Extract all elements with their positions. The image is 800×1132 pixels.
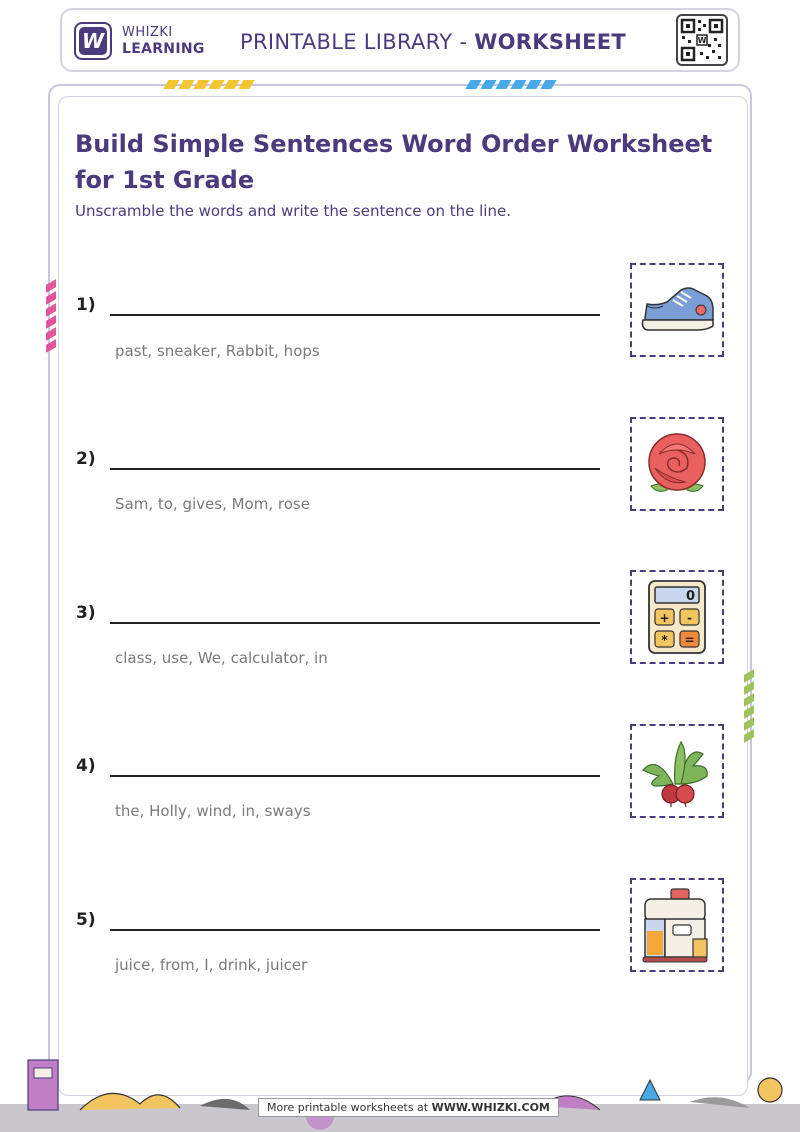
- answer-line[interactable]: [110, 929, 600, 931]
- rose-icon: [630, 417, 724, 511]
- question-number: 4): [76, 756, 96, 776]
- decorative-stripes-pink: [46, 282, 56, 350]
- juicer-icon: [630, 878, 724, 972]
- answer-line[interactable]: [110, 622, 600, 624]
- header-title: [240, 30, 626, 54]
- svg-text:=: =: [684, 633, 695, 647]
- question-number: 2): [76, 449, 96, 469]
- answer-line[interactable]: [110, 468, 600, 470]
- footer-prefix: More printable worksheets at: [267, 1101, 432, 1114]
- svg-text:*: *: [661, 633, 668, 647]
- question-number: 3): [76, 603, 96, 623]
- worksheet-title: Build Simple Sentences Word Order Worksheet for 1st Grade: [75, 130, 713, 194]
- header-title-bold: WORKSHEET: [474, 30, 627, 54]
- radish-icon: [630, 724, 724, 818]
- header-title-prefix: PRINTABLE LIBRARY -: [240, 30, 475, 54]
- svg-text:W: W: [697, 36, 707, 45]
- answer-line[interactable]: [110, 314, 600, 316]
- brand-subtitle: LEARNING: [122, 41, 205, 57]
- logo-letter: W: [79, 27, 107, 55]
- decorative-stripes-yellow: [166, 80, 252, 90]
- footer-link[interactable]: [258, 1098, 559, 1117]
- scrambled-words: juice, from, I, drink, juicer: [115, 956, 308, 974]
- brand-name: WHIZKI: [122, 25, 173, 40]
- decorative-stripes-blue: [468, 80, 554, 90]
- scrambled-words: past, sneaker, Rabbit, hops: [115, 342, 320, 360]
- calculator-icon: [630, 570, 724, 664]
- question-number: 5): [76, 910, 96, 930]
- footer-site[interactable]: WWW.WHIZKI.COM: [431, 1101, 550, 1114]
- scrambled-words: the, Holly, wind, in, sways: [115, 802, 311, 820]
- qr-code-icon: [676, 14, 728, 66]
- decorative-stripes-green: [744, 672, 754, 740]
- worksheet-instructions: Unscramble the words and write the sentence on the line.: [75, 202, 511, 220]
- scrambled-words: class, use, We, calculator, in: [115, 649, 328, 667]
- whizki-logo: [74, 22, 112, 60]
- scrambled-words: Sam, to, gives, Mom, rose: [115, 495, 310, 513]
- svg-text:+: +: [659, 611, 670, 625]
- question-number: 1): [76, 295, 96, 315]
- svg-text:-: -: [687, 611, 692, 625]
- svg-text:0: 0: [685, 589, 695, 604]
- sneaker-icon: [630, 263, 724, 357]
- answer-line[interactable]: [110, 775, 600, 777]
- bottom-decoration: [0, 1040, 800, 1132]
